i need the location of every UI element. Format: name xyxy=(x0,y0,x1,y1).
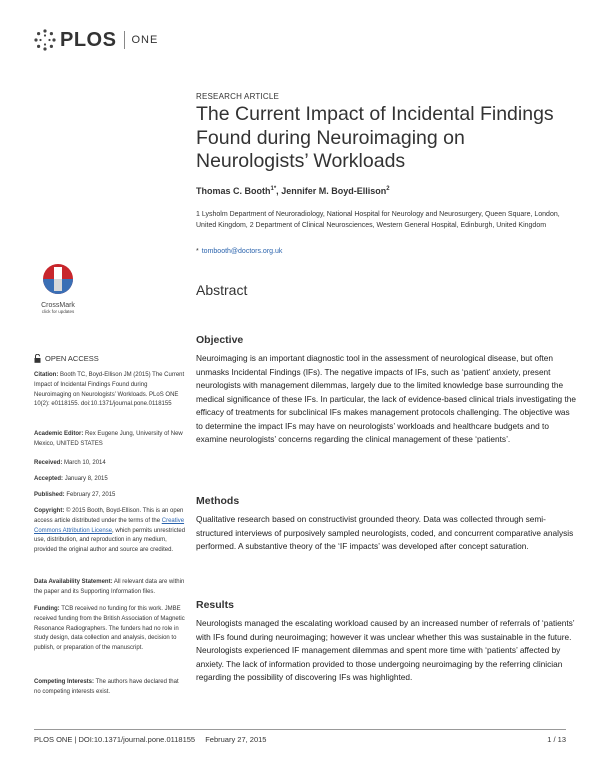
published-block xyxy=(34,491,186,501)
copyright-label: Copyright: xyxy=(34,508,65,514)
open-access-text: OPEN ACCESS xyxy=(45,354,99,363)
author-list xyxy=(196,186,390,196)
copyright-text: © 2015 Booth, Boyd-Ellison. This is an open access article distributed under the terms of the xyxy=(34,508,184,524)
crossmark-icon xyxy=(36,262,80,296)
email-link[interactable]: tombooth@doctors.org.uk xyxy=(201,248,283,255)
section-heading-objective: Objective xyxy=(196,334,244,346)
received-block xyxy=(34,459,186,469)
author-name: Thomas C. Booth xyxy=(196,186,271,196)
published-label: Published: xyxy=(34,492,65,498)
footer-divider xyxy=(34,729,566,730)
section-heading-methods: Methods xyxy=(196,495,240,507)
competing-interests-label: Competing Interests: xyxy=(34,679,95,685)
data-availability-label: Data Availability Statement: xyxy=(34,579,113,585)
section-heading-results: Results xyxy=(196,599,234,611)
data-availability-block xyxy=(34,578,186,598)
corresponding-mark: * xyxy=(196,248,199,255)
published-date: February 27, 2015 xyxy=(66,492,116,498)
open-access-label xyxy=(34,354,99,363)
academic-editor-block xyxy=(34,430,186,450)
footer-citation xyxy=(34,735,266,744)
accepted-block xyxy=(34,475,186,485)
editor-label: Academic Editor: xyxy=(34,431,84,437)
accepted-label: Accepted: xyxy=(34,476,64,482)
copyright-block xyxy=(34,507,186,556)
logo-divider xyxy=(124,31,125,49)
open-lock-icon xyxy=(34,354,41,363)
citation-block xyxy=(34,371,186,410)
journal-name: ONE xyxy=(131,34,159,46)
copyright-text-rest: , which permits unrestricted use, distribution, and reproduction in any medium, provided the original author and source are credited. xyxy=(34,527,186,554)
data-availability-text: All relevant data are within the paper and its Supporting Information files. xyxy=(34,579,185,595)
citation-text: Booth TC, Boyd-Ellison JM (2015) The Current Impact of Incidental Findings Found during Neuroimaging on Neurologists’ Workloads. PLoS ONE 10(2): e0118155. doi:10.1371/journal.pone.0118155 xyxy=(34,372,185,408)
affiliations: 1 Lysholm Department of Neuroradiology, National Hospital for Neurology and Neurosurgery, Queen Square, London, United Kingdom, 2 Department of Clinical Neurosciences, Western General Hospital, Edinburgh, United Kingdom xyxy=(196,211,560,229)
citation-label: Citation: xyxy=(34,372,59,378)
accepted-date: January 8, 2015 xyxy=(64,476,108,482)
crossmark-label: CrossMark xyxy=(41,302,75,309)
article-title: The Current Impact of Incidental Findings Found during Neuroimaging on Neurologists’ Workloads xyxy=(196,103,554,172)
page-number: 1 / 13 xyxy=(547,735,566,744)
abstract-heading: Abstract xyxy=(196,282,248,298)
competing-interests-text: The authors have declared that no competing interests exist. xyxy=(34,679,179,695)
competing-interests-block xyxy=(34,678,186,698)
funding-label: Funding: xyxy=(34,606,60,612)
author-separator: , xyxy=(276,186,282,196)
section-text-objective: Neuroimaging is an important diagnostic tool in the assessment of neurological disease, but often unmasks Incidental Findings (IFs). The negative impacts of IFs, such as ‘patient’ anxiety, present neurologists with management dilemmas, largely due to the limited knowledge base surrounding the medical significance of these IFs. In particular, the lack of evidence-based clinical trials investigating the efficacy of treatments for subclinical IFs makes management protocols challenging. The objective was to determine the impact IFs may have on neurologists’ workloads and healthcare budgets and to examine neurologists’ concerns regarding the clinical management of these ‘patients’. xyxy=(196,353,577,444)
license-link[interactable]: Creative Commons Attribution License xyxy=(34,517,185,534)
corresponding-email[interactable] xyxy=(196,248,282,255)
crossmark-badge[interactable] xyxy=(36,262,80,314)
received-date: March 10, 2014 xyxy=(64,460,106,466)
author-name: Jennifer M. Boyd-Ellison xyxy=(281,186,387,196)
plos-sunburst-icon xyxy=(34,29,56,51)
author-affiliation-mark: 1* xyxy=(270,186,277,192)
funding-text: TCB received no funding for this work. JMBE received funding from the British Association of Magnetic Resonance Radiographers. The funders had no role in study design, data collection and analysis, decision to publish, or preparation of the manuscript. xyxy=(34,606,185,652)
section-text-methods: Qualitative research based on constructivist grounded theory. Data was collected through semi-structured interviews of purposively sampled neurologists, coded, and concurrent comparative analysis performed. A substantive theory of the ‘IF impacts’ was developed after concept saturation. xyxy=(196,514,574,551)
funding-block xyxy=(34,605,186,654)
article-type: RESEARCH ARTICLE xyxy=(196,92,280,101)
crossmark-sublabel: click for updates xyxy=(41,309,75,314)
footer-doi: PLOS ONE | DOI:10.1371/journal.pone.0118155 xyxy=(34,735,196,744)
brand-name: PLOS xyxy=(60,28,117,51)
section-text-results: Neurologists managed the escalating workload caused by an increased number of referrals of ‘patients’ with IFs found during neuroimaging; however it was unclear whether this was sustainable in the future. Neurologists experienced IF management dilemmas and spent more time with ‘patients’ affected by anxiety. The lack of information provided to those undergoing neuroimaging by the referring clinician regarding the possibility of discovering IFs was highlighted. xyxy=(196,618,575,682)
author-affiliation-mark: 2 xyxy=(386,186,390,192)
footer-date: February 27, 2015 xyxy=(205,735,267,744)
plos-logo[interactable] xyxy=(34,28,158,52)
editor-text: Rex Eugene Jung, University of New Mexico, UNITED STATES xyxy=(34,431,183,447)
received-label: Received: xyxy=(34,460,63,466)
